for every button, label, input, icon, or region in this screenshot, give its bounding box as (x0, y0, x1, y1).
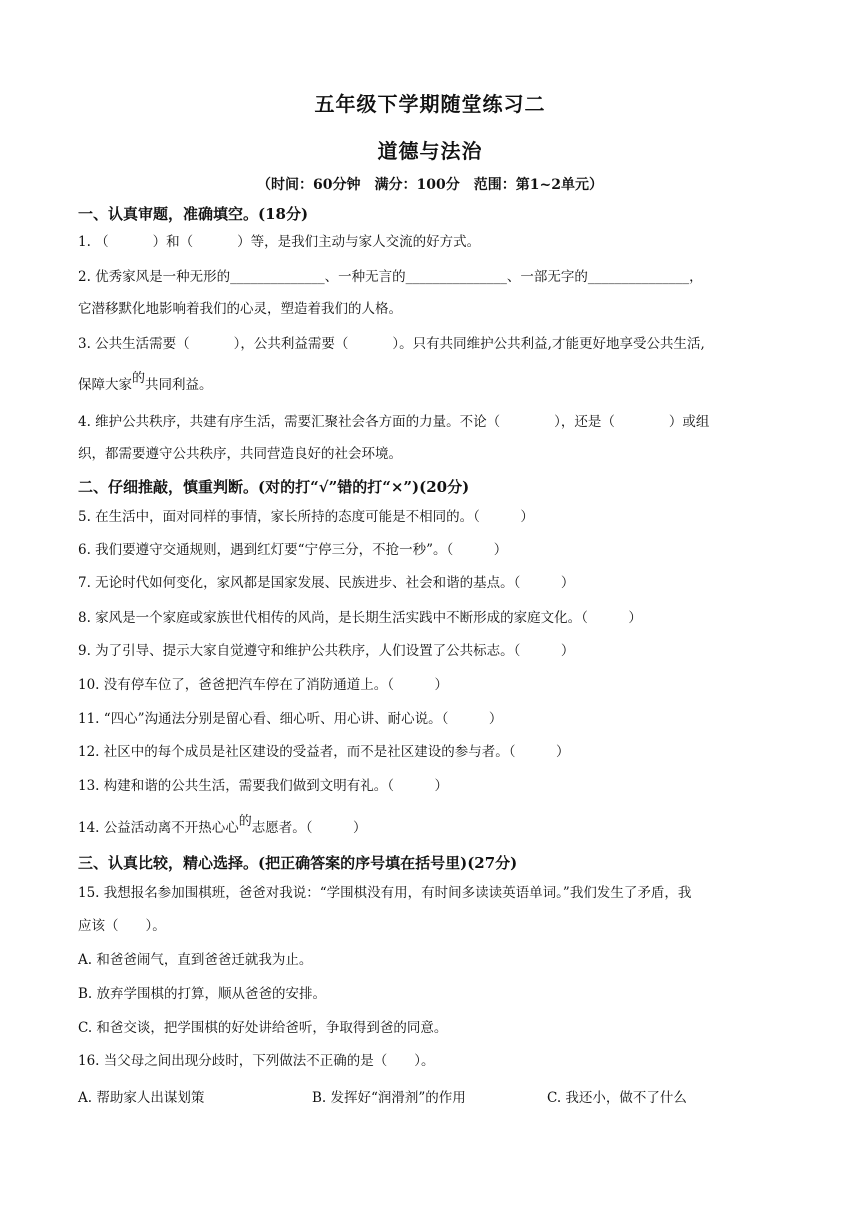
question-5: 5. 在生活中，面对同样的事情，家长所持的态度可能是不相同的。（ ） (78, 509, 534, 525)
question-1 (78, 233, 480, 251)
exam-title: 五年级下学期随堂练习二 (314, 92, 546, 116)
q1-part-c: ）等，是我们主动与家人交流的好方式。 (237, 234, 481, 250)
q3-part-c: ）。只有共同维护公共利益,才能更好地享受公共生活, (392, 336, 705, 352)
section-3-heading: 三、认真比较，精心选择。(把正确答案的序号填在括号里)(27分) (78, 854, 518, 872)
question-3-line-2 (78, 371, 213, 395)
q4-part-a: 4. 维护公共秩序，共建有序生活，需要汇聚社会各方面的力量。不论（ (78, 414, 501, 430)
question-14 (78, 814, 367, 838)
question-2-line-2: 它潜移默化地影响着我们的心灵，塑造着我们的人格。 (78, 301, 402, 317)
question-16: 16. 当父母之间出现分歧时，下列做法不正确的是（ ）。 (78, 1053, 435, 1069)
section-2-heading: 二、仔细推敲，慎重判断。(对的打“√”错的打“×”)(20分) (78, 478, 470, 496)
question-10: 10. 没有停车位了，爸爸把汽车停在了消防通道上。（ ） (78, 677, 449, 693)
question-3-line-1 (78, 335, 705, 353)
question-15-line-2: 应该（ ）。 (78, 918, 166, 934)
q14-part-a: 14. 公益活动离不开热心心 (78, 820, 239, 836)
question-13: 13. 构建和谐的公共生活，需要我们做到文明有礼。（ ） (78, 778, 449, 794)
q15-option-b: B. 放弃学围棋的打算，顺从爸爸的安排。 (78, 986, 327, 1002)
question-11: 11. “四心”沟通法分别是留心看、细心听、用心讲、耐心说。（ ） (78, 711, 503, 727)
q3-part-a: 3. 公共生活需要（ (78, 336, 190, 352)
exam-meta: （时间：60分钟 满分：100分 范围：第1~2单元） (257, 177, 603, 193)
question-7: 7. 无论时代如何变化，家风都是国家发展、民族进步、社会和谐的基点。（ ） (78, 575, 575, 591)
q1-part-b: ）和（ (152, 234, 194, 250)
q16-option-c: C. 我还小，做不了什么 (547, 1090, 687, 1106)
section-1-heading: 一、认真审题，准确填空。(18分) (78, 205, 309, 223)
exam-subject: 道德与法治 (377, 139, 483, 163)
question-12: 12. 社区中的每个成员是社区建设的受益者，而不是社区建设的参与者。（ ） (78, 744, 570, 760)
q16-option-b: B. 发挥好“润滑剂”的作用 (312, 1090, 466, 1106)
q14-part-b: 志愿者。（ ） (251, 820, 367, 836)
q15-option-a: A. 和爸爸闹气，直到爸爸迁就我为止。 (78, 952, 313, 968)
q3-part-d: 保障大家 (78, 377, 132, 393)
question-9: 9. 为了引导、提示大家自觉遵守和维护公共秩序，人们设置了公共标志。（ ） (78, 643, 575, 659)
q3-superscript: 的 (132, 371, 146, 386)
q15-option-c: C. 和爸交谈，把学围棋的好处讲给爸听，争取得到爸的同意。 (78, 1020, 448, 1036)
q14-superscript: 的 (238, 814, 252, 829)
question-8: 8. 家风是一个家庭或家族世代相传的风尚，是长期生活实践中不断形成的家庭文化。（ ） (78, 610, 642, 626)
question-15-line-1: 15. 我想报名参加围棋班，爸爸对我说：“学围棋没有用，有时间多读读英语单词。”我们发生了矛盾，我 (78, 885, 692, 901)
q3-part-e: 共同利益。 (145, 377, 213, 393)
question-6: 6. 我们要遵守交通规则，遇到红灯要“宁停三分，不抢一秒”。（ ） (78, 542, 508, 558)
q3-part-b: ），公共利益需要（ (233, 336, 349, 352)
question-2-line-1: 2. 优秀家风是一种无形的______________、一种无言的_______________、一部无字的_______________， (78, 269, 703, 285)
q4-part-c: ）或组 (668, 414, 710, 430)
question-4-line-1 (78, 413, 709, 431)
q4-part-b: ），还是（ (554, 414, 615, 430)
question-4-line-2: 织，都需要遵守公共秩序，共同营造良好的社会环境。 (78, 446, 402, 462)
q16-option-a: A. 帮助家人出谋划策 (78, 1090, 205, 1106)
q1-part-a: 1. （ (78, 234, 109, 250)
